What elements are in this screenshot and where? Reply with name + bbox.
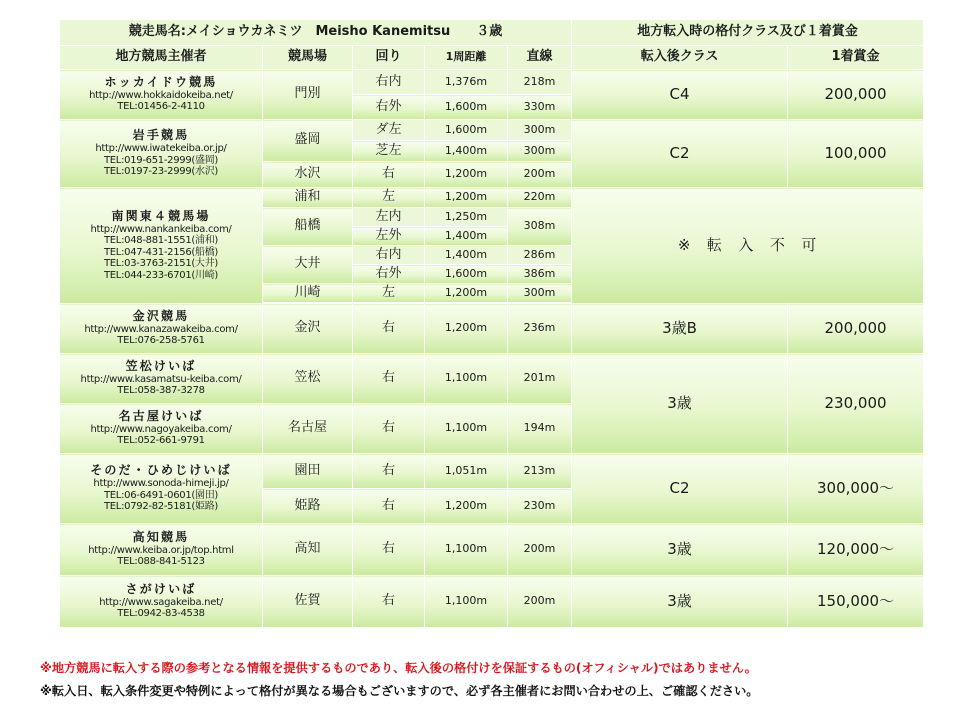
venue-cell: 園田 (263, 454, 353, 489)
turn-cell: 右内 (353, 70, 425, 95)
distance-cell: 1,200m (425, 188, 508, 208)
straight-cell: 236m (508, 304, 572, 354)
organizer-phone: TEL:03-3763-2151(大井) (103, 258, 218, 270)
organizer-cell (60, 454, 263, 524)
venue-cell: 名古屋 (263, 404, 353, 454)
col-header-class: 転入後クラス (572, 46, 788, 70)
class-cell: 3歳B (572, 304, 788, 354)
straight-cell: 200m (508, 576, 572, 628)
disclaimer-warning: ※地方競馬に転入する際の参考となる情報を提供するものであり、転入後の格付けを保証するもの(オフィシャル)ではありません。 (40, 661, 757, 675)
turn-cell: ダ左 (353, 120, 425, 141)
venue-cell: 川崎 (263, 284, 353, 303)
straight-cell: 386m (508, 265, 572, 284)
venue-cell: 金沢 (263, 304, 353, 354)
class-cell: C2 (572, 454, 788, 524)
venue-cell: 大井 (263, 246, 353, 284)
straight-cell: 300m (508, 120, 572, 141)
table-row (60, 454, 924, 489)
straight-cell: 308m (508, 208, 572, 246)
class-cell: 3歳 (572, 524, 788, 576)
turn-cell: 左 (353, 284, 425, 303)
class-cell: 3歳 (572, 354, 788, 454)
organizer-url: http://www.iwatekeiba.or.jp/ (95, 143, 227, 155)
col-header-prize: 1着賞金 (788, 46, 924, 70)
straight-cell: 218m (508, 70, 572, 95)
organizer-url: http://www.sonoda-himeji.jp/ (93, 478, 229, 490)
organizer-cell (60, 188, 263, 304)
distance-cell: 1,100m (425, 404, 508, 454)
turn-cell: 右外 (353, 265, 425, 284)
organizer-phone: TEL:076-258-5761 (117, 335, 205, 347)
distance-cell: 1,400m (425, 246, 508, 265)
class-prize-header: 地方転入時の格付クラス及び１着賞金 (572, 20, 924, 46)
prize-cell: 200,000 (788, 304, 924, 354)
organizer-phone: TEL:0792-82-5181(姫路) (103, 501, 218, 513)
organizer-name: 名古屋けいば (118, 409, 204, 424)
organizer-name: そのだ・ひめじけいば (90, 463, 232, 478)
prize-cell: 100,000 (788, 120, 924, 188)
prize-cell: 200,000 (788, 70, 924, 120)
distance-cell: 1,200m (425, 489, 508, 524)
distance-cell: 1,600m (425, 265, 508, 284)
organizer-phone: TEL:048-881-1551(浦和) (103, 235, 218, 247)
disclaimer-notice: ※転入日、転入条件変更や特例によって格付が異なる場合もございますので、必ず各主催者にお問い合わせの上、ご確認ください。 (40, 684, 759, 698)
organizer-phone: TEL:052-661-9791 (117, 435, 205, 447)
distance-cell: 1,200m (425, 284, 508, 303)
turn-cell: 右 (353, 354, 425, 404)
venue-cell: 浦和 (263, 188, 353, 208)
venue-cell: 佐賀 (263, 576, 353, 628)
organizer-cell (60, 524, 263, 576)
venue-cell: 盛岡 (263, 120, 353, 162)
distance-cell: 1,600m (425, 95, 508, 120)
straight-cell: 220m (508, 188, 572, 208)
turn-cell: 芝左 (353, 141, 425, 162)
table-row (60, 120, 924, 141)
turn-cell: 右 (353, 162, 425, 188)
organizer-cell (60, 354, 263, 404)
organizer-phone: TEL:058-387-3278 (117, 385, 205, 397)
organizer-name: 笠松けいば (125, 359, 197, 374)
straight-cell: 194m (508, 404, 572, 454)
turn-cell: 左外 (353, 227, 425, 246)
col-header-venue: 競馬場 (263, 46, 353, 70)
distance-cell: 1,600m (425, 120, 508, 141)
organizer-phone: TEL:044-233-6701(川崎) (103, 269, 218, 281)
transfer-not-allowed-cell: ※ 転 入 不 可 (572, 188, 924, 304)
straight-cell: 200m (508, 524, 572, 576)
distance-cell: 1,100m (425, 354, 508, 404)
organizer-name: 南関東４競馬場 (111, 208, 211, 223)
organizer-phone: TEL:088-841-5123 (117, 556, 205, 568)
distance-cell: 1,250m (425, 208, 508, 227)
distance-cell: 1,100m (425, 524, 508, 576)
table-row (60, 70, 924, 95)
straight-cell: 300m (508, 141, 572, 162)
organizer-url: http://www.keiba.or.jp/top.html (88, 544, 234, 556)
straight-cell: 286m (508, 246, 572, 265)
table-row (60, 188, 924, 208)
organizer-phone: TEL:0197-23-2999(水沢) (103, 166, 218, 178)
straight-cell: 230m (508, 489, 572, 524)
turn-cell: 右外 (353, 95, 425, 120)
turn-cell: 左内 (353, 208, 425, 227)
distance-cell: 1,200m (425, 304, 508, 354)
table-row (60, 524, 924, 576)
turn-cell: 右 (353, 304, 425, 354)
venue-cell: 笠松 (263, 354, 353, 404)
turn-cell: 右 (353, 524, 425, 576)
prize-cell: 300,000〜 (788, 454, 924, 524)
organizer-name: さがけいば (125, 582, 197, 597)
venue-cell: 水沢 (263, 162, 353, 188)
turn-cell: 右 (353, 489, 425, 524)
organizer-cell (60, 404, 263, 454)
organizer-url: http://www.kasamatsu-keiba.com/ (80, 373, 242, 385)
organizer-phone: TEL:0942-83-4538 (117, 608, 205, 620)
distance-cell: 1,400m (425, 141, 508, 162)
organizer-name: 金沢競馬 (132, 309, 190, 324)
class-cell: 3歳 (572, 576, 788, 628)
organizer-cell (60, 120, 263, 188)
col-header-organizer: 地方競馬主催者 (60, 46, 263, 70)
organizer-url: http://www.hokkaidokeiba.net/ (89, 89, 233, 101)
straight-cell: 200m (508, 162, 572, 188)
organizer-url: http://www.kanazawakeiba.com/ (84, 323, 238, 335)
horse-name-header: 競走馬名:メイショウカネミツ Meisho Kanemitsu ３歳 (60, 20, 572, 46)
table-row (60, 576, 924, 628)
organizer-cell (60, 304, 263, 354)
organizer-name: 岩手競馬 (132, 128, 190, 143)
straight-cell: 300m (508, 284, 572, 303)
col-header-distance: 1周距離 (425, 46, 508, 70)
distance-cell: 1,200m (425, 162, 508, 188)
class-cell: C4 (572, 70, 788, 120)
venue-cell: 姫路 (263, 489, 353, 524)
organizer-phone: TEL:01456-2-4110 (117, 101, 205, 113)
venue-cell: 船橋 (263, 208, 353, 246)
organizer-cell (60, 576, 263, 628)
venue-cell: 高知 (263, 524, 353, 576)
straight-cell: 201m (508, 354, 572, 404)
prize-cell: 150,000〜 (788, 576, 924, 628)
organizer-url: http://www.nankankeiba.com/ (90, 223, 232, 235)
straight-cell: 330m (508, 95, 572, 120)
organizer-cell (60, 70, 263, 120)
prize-cell: 230,000 (788, 354, 924, 454)
distance-cell: 1,376m (425, 70, 508, 95)
table-row (60, 304, 924, 354)
turn-cell: 左 (353, 188, 425, 208)
organizer-url: http://www.sagakeiba.net/ (99, 596, 223, 608)
transfer-class-table (59, 19, 924, 628)
organizer-name: 高知競馬 (132, 530, 190, 545)
col-header-turn: 回り (353, 46, 425, 70)
turn-cell: 右内 (353, 246, 425, 265)
distance-cell: 1,051m (425, 454, 508, 489)
turn-cell: 右 (353, 454, 425, 489)
organizer-url: http://www.nagoyakeiba.com/ (90, 423, 232, 435)
class-cell: C2 (572, 120, 788, 188)
turn-cell: 右 (353, 576, 425, 628)
distance-cell: 1,100m (425, 576, 508, 628)
organizer-phone: TEL:019-651-2999(盛岡) (103, 154, 218, 166)
col-header-straight: 直線 (508, 46, 572, 70)
table-row (60, 354, 924, 404)
venue-cell: 門別 (263, 70, 353, 120)
organizer-phone: TEL:06-6491-0601(園田) (103, 489, 218, 501)
organizer-name: ホッカイドウ競馬 (104, 75, 218, 90)
turn-cell: 右 (353, 404, 425, 454)
distance-cell: 1,400m (425, 227, 508, 246)
straight-cell: 213m (508, 454, 572, 489)
organizer-phone: TEL:047-431-2156(船橋) (103, 246, 218, 258)
prize-cell: 120,000〜 (788, 524, 924, 576)
